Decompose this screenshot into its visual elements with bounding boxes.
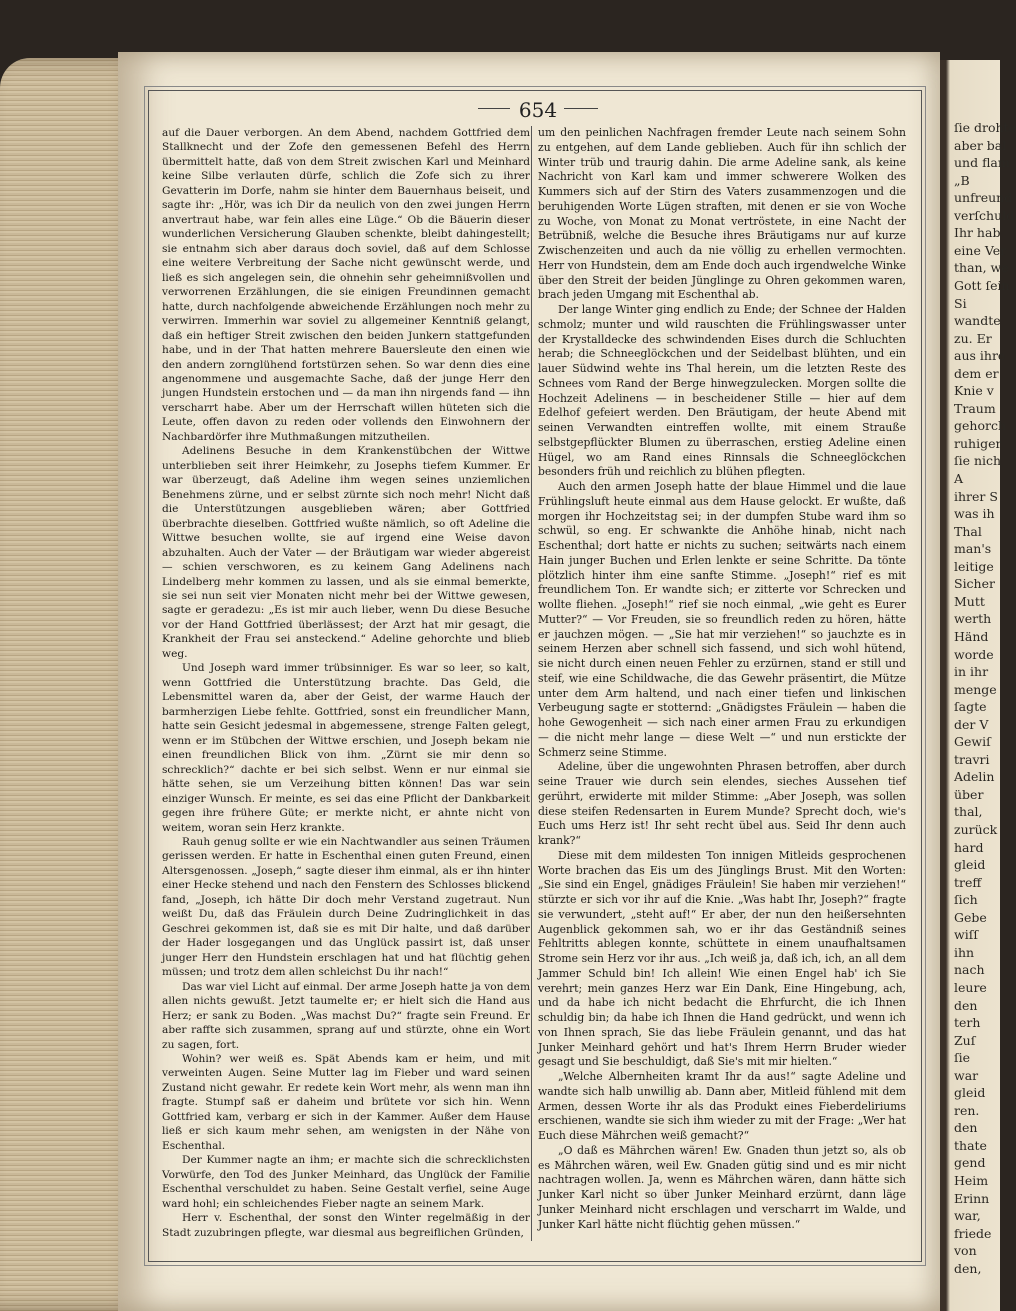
next-page-text-fragment: und flam: [954, 155, 1010, 171]
next-page-text-fragment: Heim: [954, 1173, 989, 1188]
paragraph: Adeline, über die ungewohnten Phrasen betroffen, aber durch seine Trauer wie durch sein elendes, sieches Aussehen tief gerührt, erwiderte mit milder Stimme: „Aber Joseph, was sollen diese steifen Redensarten in Eurem Munde? Sprecht doch, wie's Euch ums Herz ist! Ihr seht recht übel aus. Seid Ihr denn auch krank?“: [538, 760, 906, 847]
next-page-text-fragment: treff: [954, 874, 982, 890]
paragraph: Und Joseph ward immer trübsinniger. Es war so leer, so kalt, wenn Gottfried die Unterstützung brachte. Das Geld, die Lebensmittel waren da, aber der Geist, der warme Hauch der barmherzigen Liebe fehlte. Gottfried, sonst ein freundlicher Mann, hatte sein Gesicht jedesmal in abgemessene, strenge Falten gelegt, wenn er im Stübchen der Wittwe erschien, und Joseph bekam nie einen freundlichen Blick von ihm. „Zürnt sie mir denn so schrecklich?“ dachte er bei sich selbst. Wenn er nur einmal sie hätte sehen, sie um Verzeihung bitten können! Das war sein einziger Wunsch. Er meinte, es sei das eine Pflicht der Dankbarkeit gegen ihre frühere Güte; er merkte nicht, er ahnte nicht von weitem, woran sein Herz krankte.: [162, 662, 530, 834]
next-page-text-fragment: leure: [954, 979, 987, 995]
next-page-text-fragment: ihn: [954, 944, 975, 960]
next-page-text-fragment: Händ: [954, 628, 989, 644]
next-page-text-fragment: Sicher: [954, 576, 995, 592]
next-page-text-fragment: Ihr hab: [954, 225, 1001, 241]
next-page-text-fragment: thate: [954, 1137, 987, 1153]
next-page-text-fragment: „B: [954, 172, 970, 188]
paragraph: Diese mit dem mildesten Ton innigen Mitleids gesprochenen Worte brachen das Eis um des Jünglings Brust. Mit den Worten: „Sie sind ein Engel, gnädiges Fräulein! Sie haben mir verziehen!“ stürzte er sich vor ihr auf die Knie. „Was habt Ihr, Joseph?“ fragte sie verwundert, „steht auf!“ Er aber, der nun den heißersehnten Augenblick gekommen sah, wo er ihr das Geständniß seines Fehltritts ablegen konnte, schüttete in einem unaufhaltsamen Strome sein Herz vor ihr aus. „Ich weiß ja, daß ich, ich, an all dem Jammer Schuld bin! Ich allein! Wie einen Engel hab' ich Sie verehrt; mein ganzes Herz war Ein Dank, Eine Hingebung, ach, und da habe ich nicht bedacht die Ehrfurcht, die ich Ihnen schuldig bin; da habe ich Ihnen die Hand gedrückt, und wenn ich von Ihnen sprach, Sie das liebe Fräulein genannt, und das hat Junker Meinhard gehört und hat's Ihrem Herrn Bruder wieder gesagt und Sie beschuldigt, daß Sie's mit mir hielten.“: [538, 848, 906, 1069]
next-page-text-fragment: über: [954, 786, 984, 802]
next-page-text-fragment: den: [954, 997, 978, 1013]
paragraph: Der lange Winter ging endlich zu Ende; der Schnee der Halden schmolz; munter und wild rauschten die Frühlingswasser unter der Krystalldecke des schwindenden Eises durch die Schluchten herab; die Schneeglöckchen und der Seidelbast blühten, und ein lauer Südwind wehte ins Thal herein, um die letzten Reste des Schnees vom Rand der Berge hinwegzulecken. Morgen sollte die Hochzeit Adelinens — in bescheidener Stille — hier auf dem Edelhof gefeiert werden. Den Bräutigam, der heute Abend mit seinen Verwandten eintreffen wollte, mit einem Strauße selbstgepflückter Blumen zu überraschen, erstieg Adeline einen Hügel, wo am Rand eines Rinnsals die Schneeglöckchen besonders früh und reichlich zu blühen pflegten.: [538, 303, 906, 479]
text-column-left: [162, 126, 530, 1240]
next-page-text-fragment: menge: [954, 681, 997, 697]
next-page-text-fragment: friede: [954, 1225, 992, 1241]
next-page-text-fragment: ren.: [954, 1102, 980, 1118]
next-page-text-fragment: ſie drohte: [954, 120, 1016, 135]
next-page-text-fragment: eine Ver: [954, 242, 1007, 258]
next-page-text-fragment: Thal: [954, 523, 982, 539]
next-page-text-fragment: Zuſ: [954, 1032, 976, 1048]
next-page-text-fragment: aus ihre: [954, 348, 1006, 364]
paragraph: Das war viel Licht auf einmal. Der arme Joseph hatte ja von dem allen nichts gewußt. Jetzt taumelte er; er hielt sich die Hand aus Herz; er sank zu Boden. „Was machst Du?“ fragte sein Freund. Er aber raffte sich zusammen, sprang auf und stürzte, ohne ein Wort zu sagen, fort.: [162, 980, 530, 1051]
next-page-text-fragment: unfreund: [954, 190, 1013, 206]
text-column-right: [538, 126, 906, 1232]
next-page-text-fragment: A: [954, 471, 964, 486]
next-page-text-fragment: gleid: [954, 857, 986, 873]
next-page-text-fragment: werth: [954, 611, 992, 627]
next-page-text-fragment: hard: [954, 839, 984, 855]
next-page-text-fragment: ſich: [954, 892, 978, 908]
next-page-text-fragment: ihrer S: [954, 488, 998, 504]
paragraph: um den peinlichen Nachfragen fremder Leute nach seinem Sohn zu entgehen, auf dem Lande geblieben. Auch für ihn schlich der Winter trüb und traurig dahin. Die arme Adeline sank, als keine Nachricht von Karl kam und immer schwerere Wolken des Kummers sich auf der Stirn des Vaters zusammenzogen und die beruhigenden Worte Lügen straften, mit denen er sie von Woche zu Woche, von Monat zu Monat vertröstete, in eine Nacht der Betrübniß, welche die Besuche ihres Bräutigams nur auf kurze Zwischenzeiten und auch da nie völlig zu erhellen vermochten. Herr von Hundstein, dem am Ende doch auch irgendwelche Winke über den Streit der beiden Jünglinge zu Ohren gekommen waren, brach jeden Umgang mit Eschenthal ab.: [538, 126, 906, 302]
next-page-text-fragment: Erinn: [954, 1190, 990, 1206]
next-page-text-fragment: terh: [954, 1015, 981, 1031]
next-page-text-fragment: thal,: [954, 804, 983, 820]
column-divider: [531, 126, 532, 1241]
paragraph: Adelinens Besuche in dem Krankenstübchen der Wittwe unterblieben seit ihrer Heimkehr, zu Josephs tiefem Kummer. Er war überzeugt, daß Adeline ihm wegen seines unziemlichen Benehmens zürne, und er selbst zürnte sich noch mehr! Nicht daß die Unterstützungen ausgeblieben wären; aber Gottfried überbrachte dieselben. Gottfried wußte nämlich, so oft Adeline die Wittwe besuchen wollte, sie auf irgend eine Weise davon abzuhalten. Auch der Vater — der Bräutigam war wieder abgereist — schien verschworen, es zu keinem Gang Adelinens nach Lindelberg mehr kommen zu lassen, und als sie einmal bemerkte, sie sei nun seit vier Monaten nicht mehr bei der Wittwe gewesen, sagte er geradezu: „Es ist mir auch lieber, wenn Du diese Besuche vor der Hand Gottfried überlässest; der Arzt hat mir gesagt, die Krankheit der Frau sei ansteckend.“ Adeline gehorchte und blieb weg.: [162, 445, 530, 660]
next-page-text-fragment: worde: [954, 646, 994, 662]
next-page-text-fragment: gend: [954, 1155, 986, 1171]
next-page-text-fragment: zurück: [954, 822, 998, 837]
next-page-text-fragment: zu. Er: [954, 330, 992, 346]
next-page-text-fragment: ſie: [954, 1050, 971, 1066]
next-page-text-fragment: wiſſ: [954, 927, 978, 943]
page-number: 654: [518, 98, 558, 122]
next-page-text-fragment: ſie nich: [954, 453, 1002, 469]
next-page-text-fragment: der V: [954, 716, 989, 732]
next-page-text-fragment: nach: [954, 962, 985, 978]
next-page-text-fragment: man's: [954, 541, 992, 557]
next-page-text-fragment: aber bal: [954, 137, 1007, 153]
next-page-text-fragment: ſagte: [954, 699, 987, 715]
next-page-text-fragment: dem er: [954, 365, 999, 381]
next-page-text-fragment: von: [954, 1243, 977, 1259]
next-page-text-fragment: Traum: [954, 400, 996, 416]
paragraph: Rauh genug sollte er wie ein Nachtwandler aus seinen Träumen gerissen werden. Er hatte in Eschenthal einen guten Freund, einen Altersgenossen. „Joseph,“ sagte dieser ihm einmal, als er ihn hinter einer Hecke stehend und nach den Fenstern des Schlosses blickend fand, „Joseph, ich hätte Dir doch mehr Verstand zugetraut. Nun weißt Du, daß das Fräulein durch Deine Zudringlichkeit in das Geschrei gekommen ist, daß sie es mit Dir halte, und daß darüber der Hader losgegangen und das Unglück passirt ist, daß unser junger Herr den Hundstein erschlagen hat und hat flüchtig gehen müssen; und trotz dem allen schleichst Du ihr nach!“: [162, 835, 530, 979]
next-page-text-fragment: war: [954, 1067, 979, 1083]
next-page-text-fragment: gehorch: [954, 418, 1007, 434]
next-page-text-fragment: travri: [954, 751, 990, 767]
next-page-text-fragment: leitige: [954, 558, 994, 574]
next-page-text-fragment: Gebe: [954, 909, 987, 925]
paragraph: Herr v. Eschenthal, der sonst den Winter regelmäßig in der Stadt zuzubringen pflegte, war diesmal aus begreiflichen Gründen,: [162, 1212, 530, 1239]
next-page-text-fragment: ruhiger: [954, 435, 1002, 451]
paragraph: Der Kummer nagte an ihm; er machte sich die schrecklichsten Vorwürfe, den Tod des Junker Meinhard, das Unglück der Familie Eschenthal verschuldet zu haben. Seine Gestalt verfiel, seine Auge ward hohl; ein schleichendes Fieber nagte an seinem Mark.: [162, 1154, 530, 1210]
next-page-text-fragment: Adelin: [954, 769, 995, 785]
next-page-text-fragment: in ihr: [954, 664, 989, 680]
next-page-text-fragment: war,: [954, 1208, 981, 1224]
next-page-text-fragment: Si: [954, 295, 967, 311]
page-number-rule-right: [564, 108, 598, 109]
next-page-text-fragment: Mutt: [954, 593, 985, 609]
paragraph: Wohin? wer weiß es. Spät Abends kam er heim, und mit verweinten Augen. Seine Mutter lag im Fieber und ward seinen Zustand nicht gewahr. Er redete kein Wort mehr, als wenn man ihn fragte. Stumpf saß er daheim und brütete vor sich hin. Wenn Gottfried kam, verbarg er sich in der Kammer. Außer dem Hause ließ er sich kaum mehr sehen, am wenigsten in der Nähe von Eschenthal.: [162, 1053, 530, 1152]
next-page-text-fragment: den,: [954, 1260, 982, 1276]
page-number-rule-left: [478, 108, 510, 109]
next-page-edge: [940, 60, 1016, 1311]
paragraph: auf die Dauer verborgen. An dem Abend, nachdem Gottfried dem Stallknecht und der Zofe den gemessenen Befehl des Herrn übermittelt hatte, daß von dem Streit zwischen Karl und Meinhard keine Silbe verlauten dürfe, schlich die Zofe sich zu ihrer Gevatterin im Dorfe, nahm sie hinter dem Bauernhaus beiseit, und sagte ihr: „Hör, was ich Dir da neulich von den zwei jungen Herrn anvertraut habe, war fein alles eine Lüge.“ Ob die Bäuerin dieser wunderlichen Versicherung Glauben schenkte, bleibt dahingestellt; sie entnahm sich aber daraus doch soviel, daß auf dem Schlosse eine weitere Verbreitung der Sache nicht gewünscht werde, und ließ es sich angelegen sein, die ohnehin sehr geheimnißvollen und verworrenen Erzählungen, die sie einigen Freundinnen gemacht hatte, durch nachfolgende abweichende Erzählungen noch mehr zu verwirren. Immerhin war soviel zu allgemeiner Kenntniß gelangt, daß ein heftiger Streit zwischen den beiden Junkern stattgefunden habe, und in der That hatten mehrere Bauersleute den einen wie den andern zornglühend fortstürzen sehen. So war denn dies eine angenommene und ausgemachte Sache, daß der junge Herr den jungen Hundstein erstochen und — da man ihn nirgends fand — ihn verscharrt habe. Aber um der Herrschaft willen hüteten sich die Leute, offen davon zu reden oder vollends den Einwohnern der Nachbardörfer ihre Muthmaßungen mitzutheilen.: [162, 127, 530, 443]
paragraph: „Welche Albernheiten kramt Ihr da aus!“ sagte Adeline und wandte sich halb unwillig ab. Dann aber, Mitleid fühlend mit dem Armen, dessen Worte ihr als das Produkt eines Fieberdeliriums erschienen, wandte sie sich ihm wieder zu mit der Frage: „Wer hat Euch diese Mährchen weiß gemacht?“: [538, 1070, 906, 1142]
next-page-text-fragment: than, we: [954, 260, 1009, 276]
next-page-text-fragment: gleid: [954, 1085, 986, 1101]
next-page-text-fragment: verſchuld: [954, 207, 1015, 223]
next-page-text-fragment: Knie v: [954, 383, 994, 399]
next-page-text-fragment: wandte: [954, 313, 1001, 329]
next-page-text-fragment: den: [954, 1120, 978, 1136]
next-page-text-fragment: was ih: [954, 506, 995, 522]
paragraph: „O daß es Mährchen wären! Ew. Gnaden thun jetzt so, als ob es Mährchen wären, weil Ew. Gnaden gütig sind und es mir nicht nachtragen wollen. Ja, wenn es Mährchen wären, dann hätte sich Junker Karl nicht so über Junker Meinhard erzürnt, dann läge Junker Meinhard nicht erschlagen und verscharrt im Walde, und Junker Karl hätte nicht flüchtig gehen müssen.“: [538, 1143, 906, 1231]
next-page-text-fragment: Gewiſ: [954, 734, 991, 750]
paragraph: Auch den armen Joseph hatte der blaue Himmel und die laue Frühlingsluft heute einmal aus dem Hause gelockt. Er wußte, daß morgen ihr Hochzeitstag sei; in der dumpfen Stube ward ihm so schwül, so eng. Er schwankte die Anhöhe hinab, nicht nach Eschenthal; dort hatte er nichts zu suchen; seitwärts nach einem Hain junger Buchen und Erlen lenkte er seine Schritte. Da tönte plötzlich hinter ihm eine sanfte Stimme. „Joseph!“ rief es mit freundlichem Ton. Er wandte sich; er zitterte vor Schrecken und wollte fliehen. „Joseph!“ rief sie noch einmal, „wie geht es Eurer Mutter?“ — Vor Freuden, sie so freundlich reden zu hören, hätte er jauchzen mögen. — „Sie hat mir verziehen!“ so jauchzte es in seinem Herzen aber schnell sich fassend, und sich wohl hütend, sie nicht durch einen neuen Fehler zu erzürnen, stand er still und steif, wie eine Schildwache, die das Gewehr präsentirt, die Mütze unter dem Arm haltend, und nach einer tiefen und linkischen Verbeugung sagte er stotternd: „Gnädigstes Fräulein — haben die hohe Gewogenheit — sich nach einer armen Frau zu erkundigen — die nicht mehr lange — diese Welt —“ und nun erstickte der Schmerz seine Stimme.: [538, 480, 906, 759]
next-page-text-fragment: Gott ſein: [954, 277, 1010, 293]
